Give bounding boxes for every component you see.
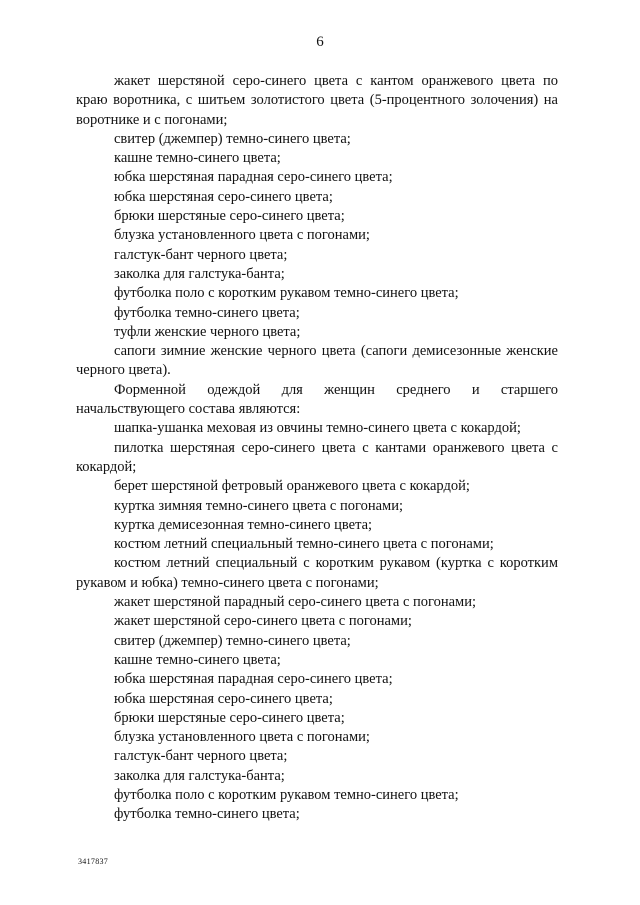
paragraph: галстук-бант черного цвета; — [114, 748, 288, 765]
paragraph: футболка поло с коротким рукавом темно-синего цвета; — [114, 786, 459, 803]
paragraph: костюм летний специальный темно-синего цвета с погонами; — [114, 536, 494, 553]
paragraph: куртка демисезонная темно-синего цвета; — [114, 516, 373, 533]
paragraph: юбка шерстяная серо-синего цвета; — [114, 690, 333, 707]
paragraph: футболка поло с коротким рукавом темно-синего цвета; — [114, 285, 459, 302]
paragraph: заколка для галстука-банта; — [114, 265, 285, 282]
paragraph: юбка шерстяная парадная серо-синего цвета; — [114, 671, 393, 688]
paragraph: свитер (джемпер) темно-синего цвета; — [114, 632, 351, 649]
paragraph: футболка темно-синего цвета; — [114, 304, 300, 321]
paragraph: футболка темно-синего цвета; — [114, 806, 300, 823]
paragraph: жакет шерстяной серо-синего цвета с погонами; — [114, 613, 412, 630]
paragraph: туфли женские черного цвета; — [114, 323, 301, 340]
paragraph: берет шерстяной фетровый оранжевого цвета с кокардой; — [114, 478, 470, 495]
paragraph: блузка установленного цвета с погонами; — [114, 227, 370, 244]
paragraph: кашне темно-синего цвета; — [114, 150, 281, 167]
paragraph: блузка установленного цвета с погонами; — [114, 729, 370, 746]
paragraph: куртка зимняя темно-синего цвета с погонами; — [114, 497, 403, 514]
paragraph: заколка для галстука-банта; — [114, 767, 285, 784]
document-code: 3417837 — [78, 857, 109, 866]
paragraph: пилотка шерстяная серо-синего цвета с кантами оранжевого цвета с кокардой; — [76, 439, 558, 475]
page-number: 6 — [316, 34, 324, 50]
paragraph: свитер (джемпер) темно-синего цвета; — [114, 130, 351, 147]
paragraph: юбка шерстяная парадная серо-синего цвета; — [114, 169, 393, 186]
paragraph: брюки шерстяные серо-синего цвета; — [114, 208, 345, 225]
paragraph: Форменной одеждой для женщин среднего и старшего начальствующего состава являются: — [76, 381, 558, 418]
document-body — [76, 72, 558, 825]
paragraph: кашне темно-синего цвета; — [114, 651, 281, 668]
paragraph: шапка-ушанка меховая из овчины темно-синего цвета с кокардой; — [114, 420, 521, 437]
paragraph: жакет шерстяной серо-синего цвета с кантом оранжевого цвета по краю воротника, с шитьем золотистого цвета (5-процентного золочения) на воротнике и с погонами; — [76, 73, 558, 128]
paragraph: брюки шерстяные серо-синего цвета; — [114, 709, 345, 726]
paragraph: костюм летний специальный с коротким рукавом (куртка с коротким рукавом и юбка) темно-синего цвета с погонами; — [76, 555, 558, 591]
paragraph: галстук-бант черного цвета; — [114, 246, 288, 263]
paragraph: жакет шерстяной парадный серо-синего цвета с погонами; — [114, 594, 477, 611]
paragraph: юбка шерстяная серо-синего цвета; — [114, 188, 333, 205]
paragraph: сапоги зимние женские черного цвета (сапоги демисезонные женские черного цвета). — [76, 343, 558, 379]
